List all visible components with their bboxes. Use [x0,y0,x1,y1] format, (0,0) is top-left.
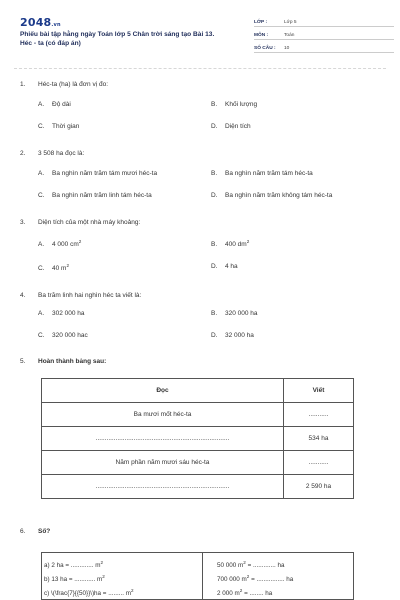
left-column [44,557,134,599]
option-a[interactable] [38,310,85,317]
meta-value: Lớp 5 [284,20,297,25]
meta-row-class [254,16,394,27]
exercise-text: = ............. ha [245,562,285,570]
table-row [42,475,354,499]
option-text: Độ dài [52,101,71,108]
unit-exponent: 2 [130,588,134,594]
exercise-text: 2 000 m [217,590,240,598]
table-cell: Ba mươi mốt héc-ta [42,403,284,427]
option-b[interactable] [211,239,249,248]
fill-in-box [41,552,354,600]
exercise-line[interactable] [217,571,293,585]
exercise-text: b) 13 ha = ............ m [44,576,103,584]
option-d[interactable] [211,263,238,270]
meta-row-count [254,42,394,53]
exercise-text: = ........ ha [242,590,273,598]
question-5 [20,358,380,368]
question-text: Héc-ta (ha) là đơn vị đo: [38,81,109,88]
option-d[interactable] [211,192,332,199]
option-c[interactable] [38,192,152,199]
answer-blank[interactable]: ........... [284,451,354,475]
question-number: 6. [20,528,26,535]
option-text: 32 000 ha [225,332,254,339]
conversion-table [41,378,354,499]
option-c[interactable] [38,123,79,130]
question-text: Hoàn thành bảng sau: [38,358,107,365]
question-text: 3 508 ha đọc là: [38,150,85,157]
option-letter: D. [211,263,218,270]
option-b[interactable] [211,101,257,108]
question-text: Diện tích của một nhà máy khoảng: [38,219,141,226]
option-c[interactable] [38,263,69,272]
option-letter: B. [211,101,218,108]
logo-suffix: .vn [51,22,61,28]
column-divider [202,553,203,599]
exercise-line[interactable] [217,585,293,599]
exercise-text: 700 000 m [217,576,247,584]
header-divider [14,68,386,69]
meta-value: Toán [284,33,295,38]
question-number: 3. [20,219,26,226]
exercise-text: a) 2 ha = ............. m [44,562,101,570]
exercise-line[interactable] [217,557,293,571]
meta-label: LỚP : [254,20,268,25]
option-text: 320 000 ha [225,310,258,317]
question-6 [20,528,380,538]
question-text: Ba trăm linh hai nghìn héc ta viết là: [38,292,142,299]
table-cell: 2 590 ha [284,475,354,499]
option-text: Ba nghìn năm trăm linh tám héc-ta [52,192,152,199]
page-title: Phiếu bài tập hằng ngày Toán lớp 5 Chân trời sáng tạo Bài 13. Héc - ta (có đáp án) [20,31,215,47]
option-letter: D. [211,123,218,130]
option-text: 302 000 ha [52,310,85,317]
option-d[interactable] [211,332,254,339]
option-b[interactable] [211,310,258,317]
question-number: 1. [20,81,26,88]
meta-value: 10 [284,46,290,51]
option-a[interactable] [38,170,157,177]
column-header-write: Viết [284,379,354,403]
unit-exponent: 2 [246,239,250,244]
option-letter: D. [211,332,218,339]
option-letter: B. [211,310,218,317]
option-text: Ba nghìn năm trăm tám héc-ta [225,170,313,177]
option-a[interactable] [38,101,71,108]
unit-exponent: 2 [246,574,250,580]
unit-exponent: 2 [239,588,243,594]
answer-blank[interactable]: .......................................................................... [42,427,284,451]
table-cell: 534 ha [284,427,354,451]
option-letter: B. [211,241,218,249]
question-text: Số? [38,528,51,535]
option-d[interactable] [211,123,251,130]
option-letter: C. [38,192,45,199]
question-number: 5. [20,358,26,365]
meta-row-subject [254,29,394,40]
exercise-text: = ................ ha [249,576,294,584]
option-text: Thời gian [52,123,80,130]
worksheet-header [14,12,386,64]
option-text: 4 000 cm [52,241,79,249]
option-text: Ba nghìn năm trăm tám mươi héc-ta [52,170,158,177]
right-column [217,557,293,599]
unit-exponent: 2 [66,263,70,268]
answer-blank[interactable]: ........... [284,403,354,427]
option-text: Ba nghìn năm trăm không tám héc-ta [225,192,333,199]
exercise-line[interactable] [44,557,134,571]
option-text: 4 ha [225,263,238,270]
option-b[interactable] [211,170,313,177]
option-letter: A. [38,241,45,249]
question-4 [20,292,380,339]
exercise-line[interactable] [44,571,134,585]
option-letter: C. [38,332,45,339]
logo-text: 2048 [20,16,52,29]
option-letter: D. [211,192,218,199]
table-row [42,427,354,451]
meta-label: SỐ CÂU : [254,46,276,51]
option-text: Khối lượng [225,101,258,108]
option-a[interactable] [38,239,81,248]
option-letter: A. [38,310,45,317]
unit-exponent: 2 [100,560,104,565]
exercise-line[interactable] [44,585,134,599]
table-cell: Năm phần năm mươi sáu héc-ta [42,451,284,475]
option-text: 40 m [52,265,67,273]
table-header-row [42,379,354,403]
site-logo[interactable] [20,16,61,29]
exercise-text: 50 000 m [217,562,244,570]
question-number: 2. [20,150,26,157]
answer-blank[interactable]: .......................................................................... [42,475,284,499]
worksheet-meta [254,16,394,55]
question-number: 4. [20,292,26,299]
unit-exponent: 2 [102,574,105,580]
question-2 [20,150,380,199]
option-letter: A. [38,101,45,108]
option-letter: C. [38,265,45,273]
question-1 [20,81,380,130]
option-text: Diện tích [225,123,251,130]
option-letter: A. [38,170,45,177]
meta-label: MÔN : [254,33,269,38]
unit-exponent: 2 [243,560,246,565]
question-3 [20,219,380,273]
column-header-read: Đọc [42,379,284,403]
option-letter: B. [211,170,218,177]
table-row [42,403,354,427]
unit-exponent: 2 [78,239,82,244]
option-letter: C. [38,123,45,130]
table-row [42,451,354,475]
option-text: 320 000 hac [52,332,88,339]
exercise-text: c) \(\frac{7}{{50}}\)ha = ......... m [44,590,131,598]
option-c[interactable] [38,332,88,339]
option-text: 400 dm [225,241,247,249]
